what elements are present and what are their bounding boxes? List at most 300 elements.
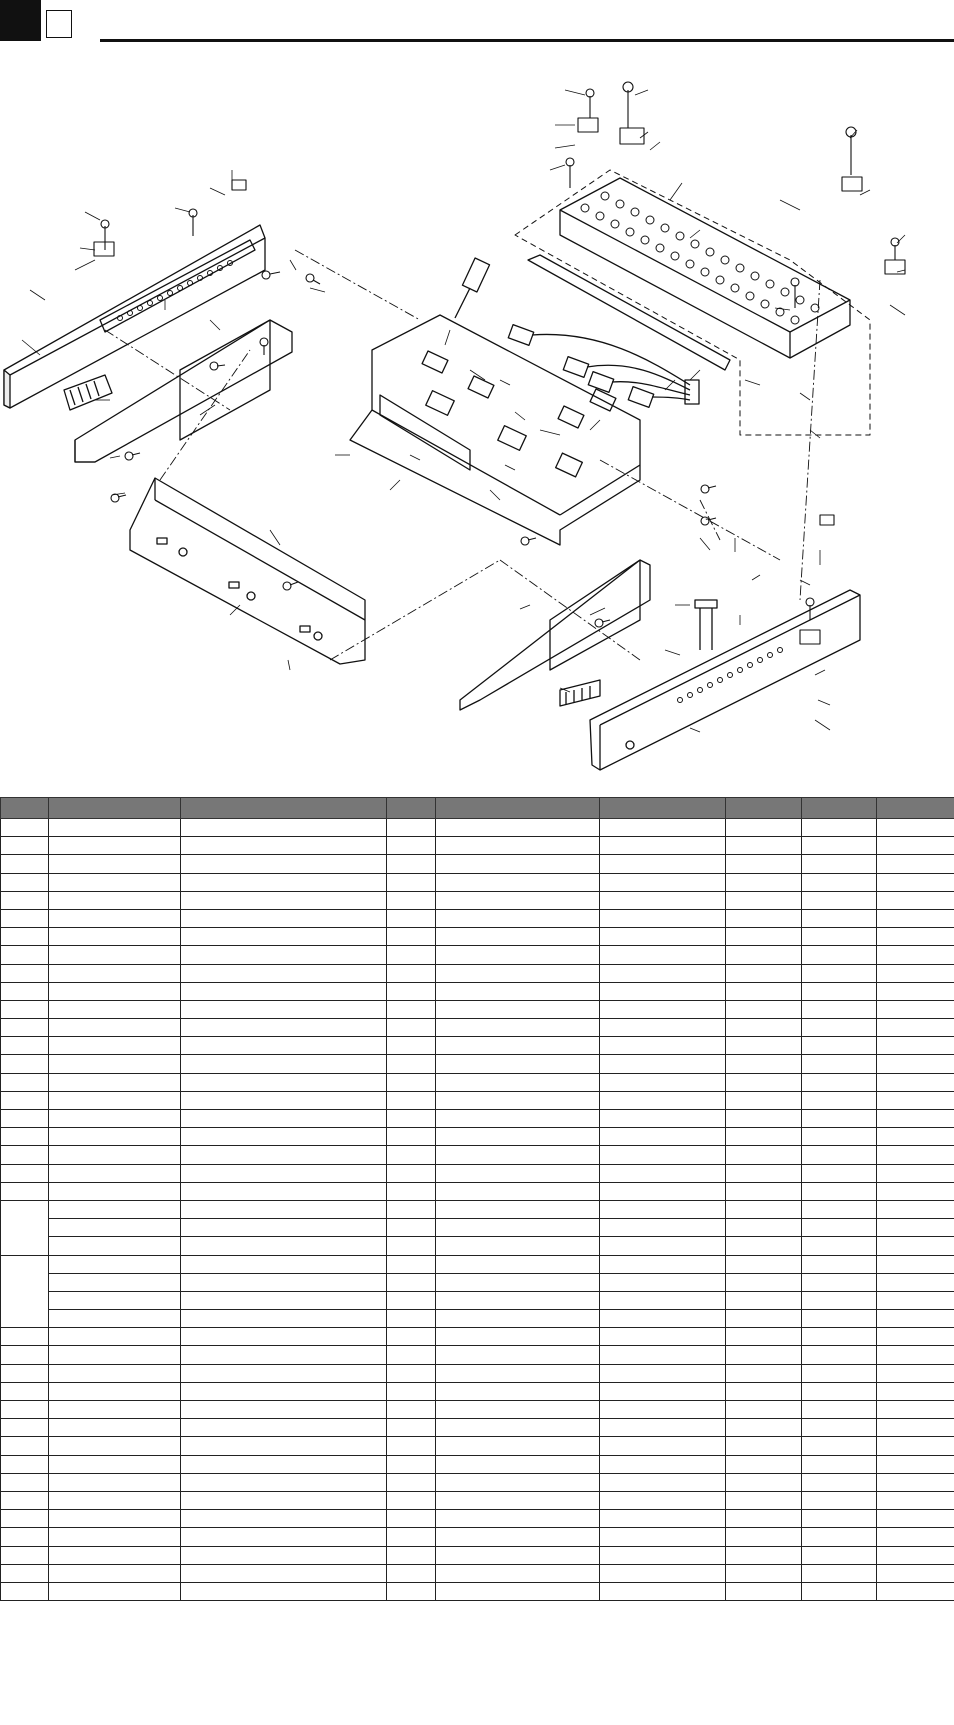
table-cell — [726, 1200, 802, 1218]
table-cell — [181, 982, 387, 1000]
table-cell — [387, 1255, 436, 1273]
table-cell — [726, 1546, 802, 1564]
table-row — [1, 909, 954, 927]
table-cell — [1, 1055, 49, 1073]
table-row — [1, 1382, 954, 1400]
right-bracket — [460, 560, 650, 710]
table-cell — [49, 837, 181, 855]
table-cell — [726, 982, 802, 1000]
table-row — [1, 1564, 954, 1582]
table-cell — [436, 1182, 600, 1200]
table-cell — [181, 1200, 387, 1218]
table-cell — [726, 1091, 802, 1109]
table-cell — [877, 873, 954, 891]
table-cell — [600, 1146, 726, 1164]
table-cell — [387, 1401, 436, 1419]
table-cell — [436, 819, 600, 837]
table-cell — [436, 1164, 600, 1182]
table-cell — [436, 1510, 600, 1528]
table-cell — [877, 1073, 954, 1091]
table-cell — [49, 1582, 181, 1600]
table-cell — [436, 1219, 600, 1237]
table-cell — [1, 1364, 49, 1382]
table-cell — [436, 1437, 600, 1455]
table-cell — [877, 1382, 954, 1400]
table-cell — [1, 964, 49, 982]
section-tab-black — [0, 0, 41, 41]
table-cell — [726, 1510, 802, 1528]
table-cell — [802, 1491, 877, 1509]
table-cell — [600, 1419, 726, 1437]
table-cell — [802, 1128, 877, 1146]
table-cell — [802, 819, 877, 837]
table-cell — [436, 1237, 600, 1255]
table-cell — [726, 1055, 802, 1073]
table-cell — [49, 909, 181, 927]
table-cell — [1, 1491, 49, 1509]
table-cell — [802, 1273, 877, 1291]
table-cell — [436, 891, 600, 909]
table-cell — [436, 982, 600, 1000]
table-cell — [387, 1237, 436, 1255]
table-cell — [387, 1055, 436, 1073]
table-cell — [877, 1273, 954, 1291]
table-cell — [436, 1110, 600, 1128]
table-cell — [600, 1237, 726, 1255]
table-cell — [181, 1037, 387, 1055]
table-cell — [600, 1255, 726, 1273]
table-cell — [877, 1437, 954, 1455]
table-cell — [49, 964, 181, 982]
table-row — [1, 946, 954, 964]
table-cell — [877, 1110, 954, 1128]
table-cell — [49, 1128, 181, 1146]
table-cell — [49, 1255, 181, 1273]
table-cell — [436, 1128, 600, 1146]
table-cell — [181, 819, 387, 837]
table-cell — [181, 1164, 387, 1182]
table-cell — [600, 1000, 726, 1018]
table-row — [1, 1455, 954, 1473]
table-cell — [877, 1546, 954, 1564]
table-cell — [802, 1200, 877, 1218]
table-cell — [436, 1310, 600, 1328]
table-cell — [726, 1437, 802, 1455]
table-cell — [49, 873, 181, 891]
table-cell — [387, 1310, 436, 1328]
table-cell — [49, 1091, 181, 1109]
table-cell — [181, 1582, 387, 1600]
parts-table-body — [1, 819, 954, 1601]
table-cell — [877, 1255, 954, 1273]
table-cell — [436, 1146, 600, 1164]
table-cell — [181, 837, 387, 855]
table-cell — [49, 855, 181, 873]
table-row — [1, 1437, 954, 1455]
table-cell — [387, 946, 436, 964]
table-cell — [49, 1437, 181, 1455]
table-cell — [600, 1091, 726, 1109]
table-cell — [1, 1091, 49, 1109]
table-cell — [387, 1419, 436, 1437]
table-cell — [600, 837, 726, 855]
table-cell — [49, 946, 181, 964]
table-cell — [726, 1110, 802, 1128]
table-cell — [726, 1582, 802, 1600]
table-cell — [1, 1200, 49, 1255]
header-rule — [100, 39, 954, 42]
table-cell — [600, 982, 726, 1000]
table-cell — [387, 964, 436, 982]
table-cell — [49, 1491, 181, 1509]
table-cell — [726, 1291, 802, 1309]
table-cell — [877, 1219, 954, 1237]
table-cell — [802, 1091, 877, 1109]
table-cell — [49, 1110, 181, 1128]
table-row — [1, 1073, 954, 1091]
table-cell — [436, 1019, 600, 1037]
table-cell — [600, 819, 726, 837]
front-panel — [130, 478, 365, 664]
table-cell — [600, 1528, 726, 1546]
table-cell — [181, 1219, 387, 1237]
table-cell — [600, 928, 726, 946]
table-cell — [726, 1073, 802, 1091]
table-cell — [1, 1546, 49, 1564]
table-row — [1, 1491, 954, 1509]
table-cell — [877, 837, 954, 855]
table-cell — [802, 1110, 877, 1128]
table-cell — [181, 1564, 387, 1582]
table-cell — [600, 1055, 726, 1073]
table-cell — [877, 1200, 954, 1218]
table-cell — [181, 1291, 387, 1309]
table-cell — [181, 909, 387, 927]
table-cell — [802, 1437, 877, 1455]
table-cell — [1, 1146, 49, 1164]
table-cell — [802, 1146, 877, 1164]
table-row — [1, 855, 954, 873]
table-cell — [181, 1346, 387, 1364]
table-cell — [877, 928, 954, 946]
table-cell — [436, 1328, 600, 1346]
table-cell — [181, 1273, 387, 1291]
table-row — [1, 1528, 954, 1546]
table-cell — [49, 1037, 181, 1055]
table-cell — [726, 909, 802, 927]
table-cell — [877, 1128, 954, 1146]
table-cell — [726, 891, 802, 909]
table-cell — [726, 1419, 802, 1437]
table-cell — [802, 982, 877, 1000]
table-cell — [49, 1364, 181, 1382]
table-row — [1, 982, 954, 1000]
table-cell — [726, 1346, 802, 1364]
table-cell — [802, 1073, 877, 1091]
right-connector-block — [560, 680, 600, 706]
table-cell — [436, 1491, 600, 1509]
table-cell — [802, 1291, 877, 1309]
table-cell — [1, 1382, 49, 1400]
table-cell — [802, 964, 877, 982]
table-cell — [1, 909, 49, 927]
table-cell — [877, 1164, 954, 1182]
table-cell — [49, 1182, 181, 1200]
table-cell — [877, 1491, 954, 1509]
table-cell — [802, 1510, 877, 1528]
table-row — [1, 1364, 954, 1382]
table-cell — [436, 928, 600, 946]
table-row — [1, 1110, 954, 1128]
table-cell — [1, 982, 49, 1000]
table-cell — [600, 1073, 726, 1091]
table-cell — [802, 1564, 877, 1582]
table-cell — [726, 928, 802, 946]
table-cell — [726, 1491, 802, 1509]
table-cell — [600, 1291, 726, 1309]
table-cell — [877, 1037, 954, 1055]
table-cell — [387, 1582, 436, 1600]
table-cell — [877, 1237, 954, 1255]
table-row — [1, 1164, 954, 1182]
table-cell — [436, 1055, 600, 1073]
table-row — [1, 891, 954, 909]
table-cell — [387, 1200, 436, 1218]
table-cell — [436, 1037, 600, 1055]
table-cell — [877, 1055, 954, 1073]
table-cell — [802, 1310, 877, 1328]
column-header — [802, 798, 877, 819]
table-cell — [436, 1564, 600, 1582]
table-cell — [1, 1564, 49, 1582]
table-cell — [436, 1346, 600, 1364]
table-cell — [600, 1455, 726, 1473]
table-cell — [387, 837, 436, 855]
table-cell — [600, 1128, 726, 1146]
table-cell — [600, 1219, 726, 1237]
section-tab-box — [46, 10, 72, 38]
table-row — [1, 1546, 954, 1564]
table-cell — [802, 1582, 877, 1600]
table-cell — [600, 1037, 726, 1055]
table-cell — [802, 1473, 877, 1491]
table-row — [1, 1237, 954, 1255]
table-cell — [600, 964, 726, 982]
table-cell — [1, 1037, 49, 1055]
table-cell — [1, 946, 49, 964]
table-cell — [802, 1364, 877, 1382]
table-row — [1, 1346, 954, 1364]
table-row — [1, 1182, 954, 1200]
table-cell — [877, 1528, 954, 1546]
table-cell — [436, 1473, 600, 1491]
table-cell — [802, 928, 877, 946]
table-cell — [387, 909, 436, 927]
table-cell — [877, 1000, 954, 1018]
column-header — [600, 798, 726, 819]
table-cell — [877, 1182, 954, 1200]
table-cell — [877, 1328, 954, 1346]
table-cell — [436, 1401, 600, 1419]
table-cell — [1, 1473, 49, 1491]
table-cell — [726, 873, 802, 891]
table-cell — [49, 1455, 181, 1473]
table-cell — [877, 855, 954, 873]
table-cell — [877, 909, 954, 927]
table-cell — [436, 946, 600, 964]
table-cell — [726, 1164, 802, 1182]
table-row — [1, 1219, 954, 1237]
table-cell — [387, 1164, 436, 1182]
table-cell — [387, 1382, 436, 1400]
column-header — [181, 798, 387, 819]
column-header — [877, 798, 954, 819]
table-cell — [436, 1455, 600, 1473]
table-cell — [877, 982, 954, 1000]
table-cell — [181, 1182, 387, 1200]
table-row — [1, 964, 954, 982]
table-cell — [49, 1164, 181, 1182]
table-cell — [181, 891, 387, 909]
table-cell — [600, 1310, 726, 1328]
left-connector-block — [64, 375, 112, 410]
table-cell — [1, 1510, 49, 1528]
table-cell — [1, 928, 49, 946]
table-cell — [436, 1091, 600, 1109]
table-cell — [600, 1200, 726, 1218]
table-cell — [387, 1491, 436, 1509]
table-cell — [49, 1528, 181, 1546]
table-cell — [49, 1546, 181, 1564]
table-cell — [600, 1491, 726, 1509]
central-chassis — [350, 315, 640, 545]
exploded-parts-diagram — [0, 60, 954, 780]
table-cell — [436, 1200, 600, 1218]
table-cell — [600, 1437, 726, 1455]
table-cell — [387, 1291, 436, 1309]
table-cell — [877, 1473, 954, 1491]
table-cell — [181, 873, 387, 891]
table-cell — [802, 1401, 877, 1419]
table-cell — [877, 946, 954, 964]
table-row — [1, 819, 954, 837]
table-cell — [726, 1237, 802, 1255]
table-cell — [726, 1000, 802, 1018]
table-cell — [726, 1473, 802, 1491]
table-cell — [1, 1182, 49, 1200]
table-cell — [726, 1455, 802, 1473]
table-cell — [726, 1019, 802, 1037]
table-cell — [181, 1528, 387, 1546]
table-cell — [600, 909, 726, 927]
table-cell — [181, 1473, 387, 1491]
table-cell — [1, 837, 49, 855]
table-cell — [49, 1473, 181, 1491]
table-cell — [1, 1164, 49, 1182]
table-cell — [181, 1401, 387, 1419]
table-cell — [726, 837, 802, 855]
table-cell — [877, 1419, 954, 1437]
table-cell — [726, 1401, 802, 1419]
table-row — [1, 928, 954, 946]
cable-plug — [455, 258, 490, 318]
table-cell — [387, 1437, 436, 1455]
table-cell — [802, 1237, 877, 1255]
table-cell — [600, 1110, 726, 1128]
table-cell — [802, 1037, 877, 1055]
table-cell — [802, 1419, 877, 1437]
table-cell — [387, 1473, 436, 1491]
table-cell — [877, 1291, 954, 1309]
table-cell — [877, 1364, 954, 1382]
table-cell — [181, 1419, 387, 1437]
table-cell — [877, 1455, 954, 1473]
table-cell — [181, 1491, 387, 1509]
ribbon-cable — [695, 600, 717, 650]
table-cell — [877, 1401, 954, 1419]
table-cell — [181, 1019, 387, 1037]
table-cell — [387, 1182, 436, 1200]
table-cell — [1, 1582, 49, 1600]
table-cell — [802, 1219, 877, 1237]
table-cell — [600, 855, 726, 873]
table-cell — [600, 1382, 726, 1400]
table-cell — [49, 1346, 181, 1364]
table-cell — [181, 928, 387, 946]
table-cell — [1, 1346, 49, 1364]
table-cell — [802, 946, 877, 964]
table-cell — [181, 1237, 387, 1255]
table-cell — [181, 1110, 387, 1128]
table-cell — [387, 1273, 436, 1291]
table-row — [1, 1419, 954, 1437]
table-cell — [1, 1455, 49, 1473]
table-cell — [49, 1073, 181, 1091]
column-header — [436, 798, 600, 819]
table-cell — [49, 1291, 181, 1309]
table-cell — [600, 1164, 726, 1182]
table-cell — [387, 1328, 436, 1346]
table-cell — [802, 1019, 877, 1037]
table-cell — [600, 1564, 726, 1582]
table-header-row — [1, 798, 954, 819]
table-cell — [49, 982, 181, 1000]
table-cell — [49, 928, 181, 946]
table-cell — [1, 873, 49, 891]
table-cell — [49, 1019, 181, 1037]
table-cell — [49, 1219, 181, 1237]
table-cell — [49, 819, 181, 837]
table-row — [1, 1401, 954, 1419]
table-cell — [802, 1255, 877, 1273]
table-cell — [726, 1037, 802, 1055]
table-cell — [1, 1437, 49, 1455]
table-cell — [436, 837, 600, 855]
table-cell — [802, 1546, 877, 1564]
table-cell — [181, 946, 387, 964]
table-cell — [387, 1110, 436, 1128]
table-cell — [726, 946, 802, 964]
table-cell — [436, 1419, 600, 1437]
table-cell — [726, 1310, 802, 1328]
table-cell — [436, 1000, 600, 1018]
table-cell — [387, 1346, 436, 1364]
table-cell — [436, 1582, 600, 1600]
table-cell — [387, 1000, 436, 1018]
table-cell — [600, 1510, 726, 1528]
table-cell — [436, 1382, 600, 1400]
table-cell — [802, 837, 877, 855]
